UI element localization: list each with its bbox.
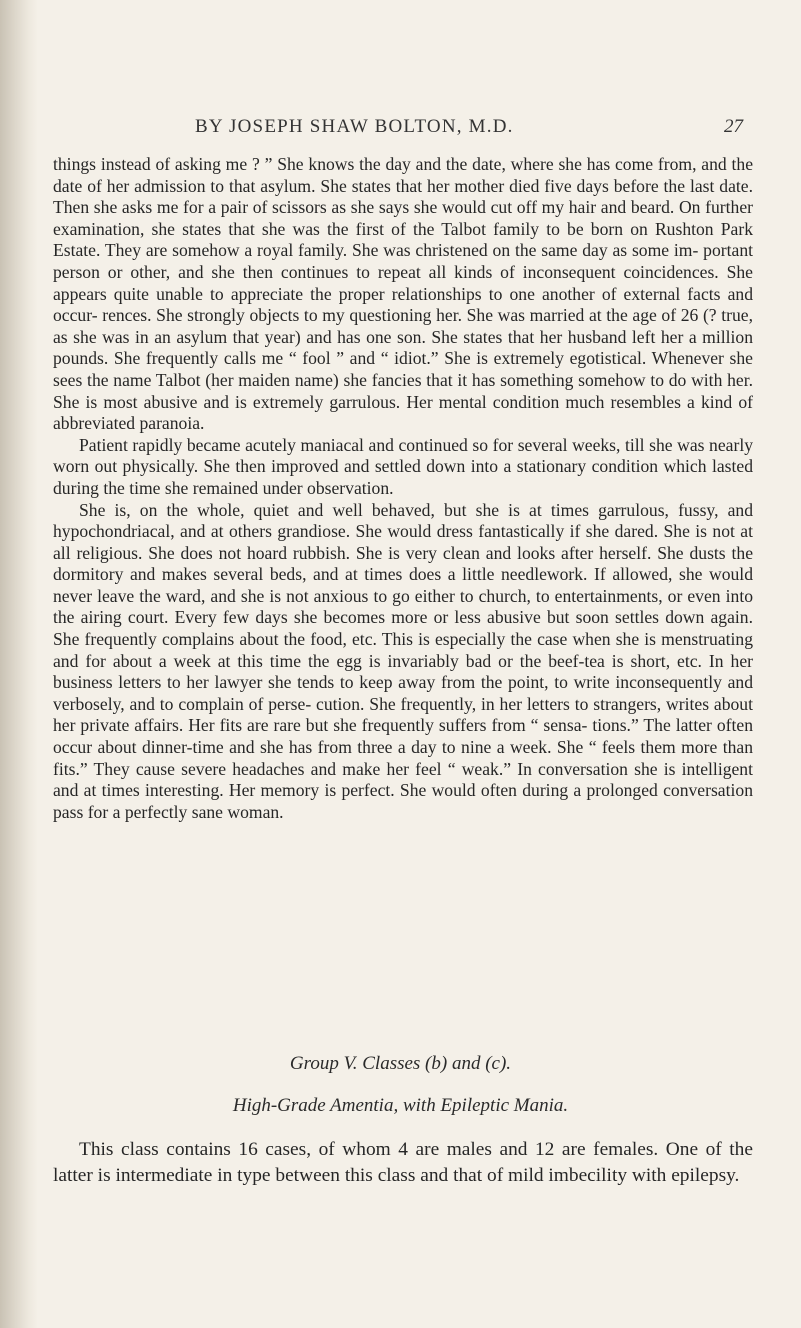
section-subheading: High-Grade Amentia, with Epileptic Mania.	[232, 1095, 569, 1116]
running-head	[0, 116, 801, 146]
paragraph-behaviour: She is, on the whole, quiet and well behaved, but she is at times garrulous, fussy, and hypochondriacal, and at others grandiose. She would dress fantastically if she dared. She is not at all religious. She does not hoard rubbish. She is very clean and looks after herself. She dusts the dormitory and makes several beds, and at times does a little needlework. If allowed, she would never leave the ward, and she is not anxious to go either to church, to entertainments, or even into the airing court. Every few days she becomes more or less abusive but soon settles down again. She frequently complains about the food, etc. This is especially the case when she is menstruating and for about a week at this time the egg is invariably bad or the beef-tea is short, etc. In her business letters to her lawyer she tends to keep away from the point, to write inconsequently and verbosely, and to complain of perse- cution. She frequently, in her letters to strangers, writes about her private affairs. Her fits are rare but she frequently suffers from “ sensa- tions.” The latter often occur about dinner-time and she has from three a day to nine a week. She “ feels them more than fits.” They cause severe headaches and make her feel “ weak.” In conversation she is intelligent and at times interesting. Her memory is perfect. She would often during a prolonged conversation pass for a perfectly sane woman.	[53, 499, 753, 822]
class-description	[53, 1137, 753, 1189]
page-number: 27	[724, 116, 743, 137]
page-gutter-shadow	[0, 0, 38, 1328]
running-title: BY JOSEPH SHAW BOLTON, M.D.	[195, 116, 514, 137]
body-text	[53, 154, 753, 823]
paragraph-maniacal: Patient rapidly became acutely maniacal and continued so for several weeks, till she was nearly worn out physically. She then improved and settled down into a stationary condition which lasted during the time she remained under observation.	[53, 434, 753, 498]
paragraph-class-summary: This class contains 16 cases, of whom 4 are males and 12 are females. One of the latter is intermediate in type between this class and that of mild imbecility with epilepsy.	[53, 1139, 753, 1186]
group-heading: Group V. Classes (b) and (c).	[289, 1053, 512, 1074]
paragraph-continuation: things instead of asking me ? ” She knows the day and the date, where she has come from, and the date of her admission to that asylum. She states that her mother died five days before the last date. Then she asks me for a pair of scissors as she says she would cut off my hair and beard. On further examination, she states that she was the first of the Talbot family to be born on Rushton Park Estate. They are somehow a royal family. She was christened on the same day as some im- portant person or other, and she then continues to repeat all kinds of inconsequent coincidences. She appears quite unable to appreciate the proper relationships to one another of external facts and occur- rences. She strongly objects to my questioning her. She was married at the age of 26 (? true, as she was in an asylum that year) and has one son. She states that her husband left her a million pounds. She frequently calls me “ fool ” and “ idiot.” She is extremely egotistical. Whenever she sees the name Talbot (her maiden name) she fancies that it has something somehow to do with her. She is most abusive and is extremely garrulous. Her mental condition much resembles a kind of abbreviated paranoia.	[53, 154, 753, 434]
